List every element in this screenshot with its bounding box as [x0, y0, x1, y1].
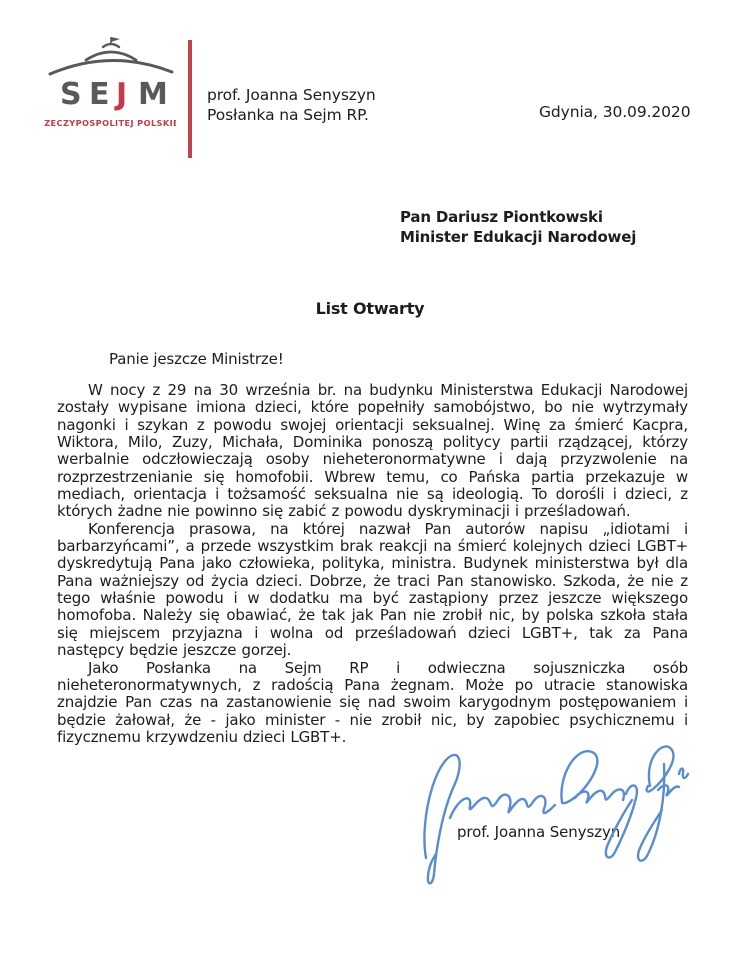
signature-stroke-s2: [647, 746, 674, 791]
recipient-role: Minister Edukacji Narodowej: [400, 228, 637, 246]
place-and-date: Gdynia, 30.09.2020: [539, 103, 691, 121]
dome-cap: [103, 44, 119, 47]
letter-title: List Otwarty: [315, 299, 425, 318]
sender-role: Posłanka na Sejm RP.: [207, 106, 369, 124]
logo-letter-j: J: [116, 77, 128, 112]
signature-stroke-flourish: [679, 769, 688, 778]
letter-body: [57, 382, 688, 746]
logo-letter-e: E: [89, 77, 110, 112]
sejm-dome-icon: [44, 34, 176, 134]
recipient-name: Pan Dariusz Piontkowski: [400, 208, 603, 226]
logo-subtitle: RZECZYPOSPOLITEJ POLSKIEJ: [44, 118, 176, 128]
recipient-block: [400, 207, 636, 247]
paragraph-3: Jako Posłanka na Sejm RP i odwieczna sojuszniczka osób nieheteronormatywnych, z radością Pana żegnam. Może po utracie stanowiska znajdzie Pan czas na zastanowienie się nad swoim karygodnym postępowaniem i będzie żałował, że - jako minister - nie zrobił nic, by zapobiec psychicznemu i fizycznemu krzywdzeniu dzieci LGBT+.: [57, 658, 688, 746]
logo-word: [60, 77, 168, 112]
handwritten-signature: [412, 738, 697, 890]
logo-letter-m: M: [138, 77, 168, 112]
paragraph-1: W nocy z 29 na 30 września br. na budynku Ministerstwa Edukacji Narodowej zostały wypisane imiona dzieci, które popełniły samobójstwo, bo nie wytrzymały nagonki i szykan z powodu swojej orientacji seksualnej. Winę za śmierć Kacpra, Wiktora, Milo, Zuzy, Michała, Dominika ponoszą politycy partii rządzącej, którzy werbalnie odczłowieczają osoby nieheteronormatywne i dają przyzwolenie na rozprzestrzenianie się homofobii. Wbrew temu, co Pańska partia przekazuje w mediach, orientacja i tożsamość seksualna nie są ideologią. To dorośli i dzieci, z których żadne nie powinno się zabić z powodu dyskryminacji i prześladowań.: [57, 381, 688, 521]
dome-outer-arc: [50, 60, 172, 74]
dome-inner-arc: [86, 52, 136, 60]
signature-typed-name: prof. Joanna Senyszyn: [457, 823, 621, 841]
sender-name: prof. Joanna Senyszyn: [207, 86, 376, 104]
signature-stroke-y: [606, 785, 637, 857]
signature-stroke-oanna: [450, 795, 555, 818]
signature-stroke-j: [424, 755, 459, 883]
signature-stroke-en: [575, 789, 624, 802]
header-divider: [188, 40, 192, 158]
signature-stroke-s1: [561, 751, 597, 803]
paragraph-2: Konferencja prasowa, na której nazwał Pan autorów napisu „idiotami i barbarzyńcami”, a przede wszystkim brak reakcji na śmierć kolejnych dzieci LGBT+ dyskredytują Pana jako człowieka, polityka, ministra. Budynek ministerstwa był dla Pana ważniejszy od życia dzieci. Dobrze, że traci Pan stanowisko. Szkoda, że nie z tego właśnie powodu i w dodatku ma być zastąpiony przez jeszcze większego homofoba. Należy się obawiać, że tak jak Pan nie zrobił nic, by polska szkoła stała się miejscem przyjazna i wolna od prześladowań dzieci LGBT+, tak za Pana następcy będzie jeszcze gorzej.: [57, 519, 688, 660]
signature-stroke-ry: [658, 785, 679, 795]
sender-block: [207, 85, 376, 125]
salutation: Panie jeszcze Ministrze!: [109, 350, 284, 368]
signature-stroke-tail: [638, 764, 664, 861]
logo-letter-s: S: [60, 77, 82, 112]
sejm-logo: [44, 34, 176, 134]
